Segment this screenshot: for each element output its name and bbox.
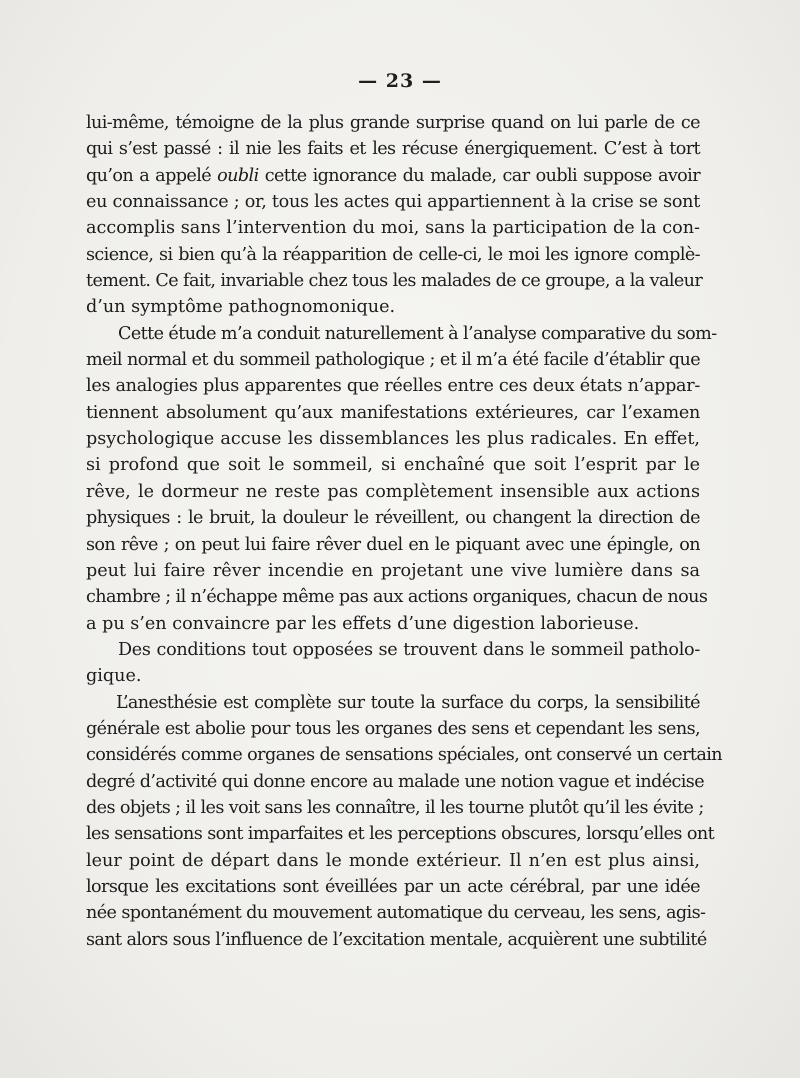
text-line: psychologique accuse les dissemblances les plus radicales. En effet, [86, 429, 700, 450]
text-line: lui-même, témoigne de la plus grande surprise quand on lui parle de ce [86, 113, 700, 133]
text-line: Des conditions tout opposées se trouvent dans le sommeil patholo- [118, 639, 700, 660]
text-line [86, 163, 700, 189]
italic-term: oubli [217, 165, 259, 186]
text-line: d’un symptôme pathognomonique. [86, 297, 396, 318]
text-line: degré d’activité qui donne encore au malade une notion vague et indécise [86, 771, 705, 792]
text-line: les sensations sont imparfaites et les perceptions obscures, lorsqu’elles ont [86, 824, 715, 845]
text-line: science, si bien qu’à la réapparition de celle-ci, le moi les ignore complè- [86, 244, 700, 265]
text-span: qu’on a appelé [86, 165, 218, 186]
text-line: peut lui faire rêver incendie en projetant une vive lumière dans sa [86, 560, 700, 581]
text-line: qui s’est passé : il nie les faits et les récuse énergiquement. C’est à tort [86, 139, 700, 160]
text-line: générale est abolie pour tous les organes des sens et cependant les sens, [86, 718, 700, 739]
text-line: physiques : le bruit, la douleur le réveillent, ou changent la direction de [86, 508, 700, 529]
text-span: cette ignorance du malade, car oubli suppose avoir [258, 165, 701, 186]
text-line: sant alors sous l’influence de l’excitation mentale, acquièrent une subtilité [86, 929, 707, 950]
text-line: tiennent absolument qu’aux manifestations extérieures, car l’examen [86, 402, 700, 423]
text-line: les analogies plus apparentes que réelles entre ces deux états n’appar- [86, 376, 700, 397]
text-line: accomplis sans l’intervention du moi, sans la participation de la con- [86, 218, 700, 239]
text-line: leur point de départ dans le monde extérieur. Il n’en est plus ainsi, [86, 850, 700, 871]
page-number: — 23 — [358, 70, 442, 92]
text-line: si profond que soit le sommeil, si enchaîné que soit l’esprit par le [86, 455, 700, 476]
text-line: considérés comme organes de sensations spéciales, ont conservé un certain [86, 745, 723, 766]
text-line: a pu s’en convaincre par les effets d’une digestion laborieuse. [86, 613, 640, 634]
text-line: des objets ; il les voit sans les connaître, il les tourne plutôt qu’il les évite ; [86, 797, 704, 818]
text-line: lorsque les excitations sont éveillées par un acte cérébral, par une idée [86, 876, 700, 897]
text-line: née spontanément du mouvement automatique du cerveau, les sens, agis- [86, 903, 706, 924]
text-line: L’anesthésie est complète sur toute la surface du corps, la sensibilité [116, 692, 700, 713]
text-line: meil normal et du sommeil pathologique ; et il m’a été facile d’établir que [86, 350, 700, 371]
body-text [86, 110, 723, 953]
text-line: son rêve ; on peut lui faire rêver duel en le piquant avec une épingle, on [86, 534, 700, 555]
text-line: tement. Ce fait, invariable chez tous les malades de ce groupe, a la valeur [86, 271, 703, 292]
text-line: eu connaissance ; or, tous les actes qui appartiennent à la crise se sont [86, 192, 700, 213]
text-line: rêve, le dormeur ne reste pas complètement insensible aux actions [86, 481, 700, 502]
text-line: chambre ; il n’échappe même pas aux actions organiques, chacun de nous [86, 587, 708, 608]
text-line: Cette étude m’a conduit naturellement à l’analyse comparative du som- [118, 323, 717, 344]
text-line: gique. [86, 666, 142, 687]
